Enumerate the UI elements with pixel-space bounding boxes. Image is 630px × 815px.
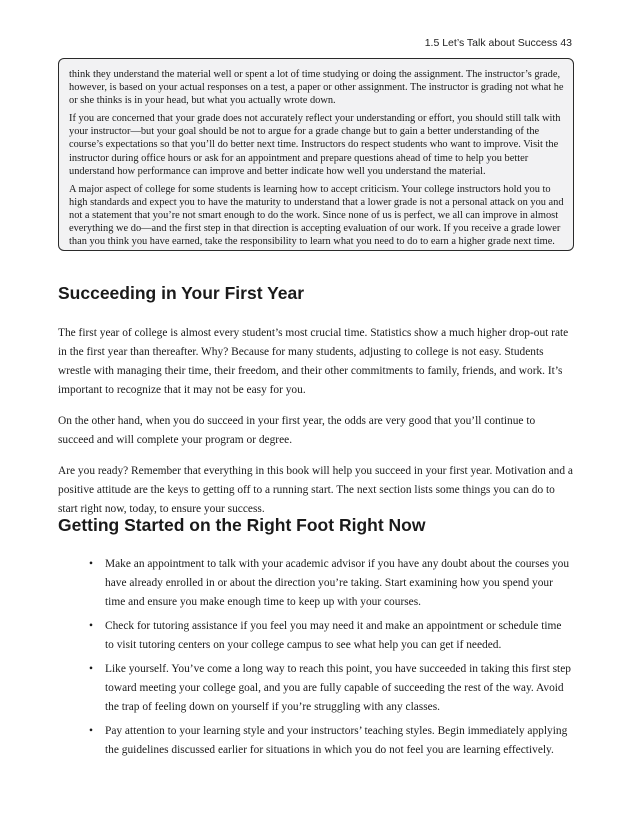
bullet-list	[89, 555, 571, 765]
body-paragraph: The first year of college is almost every student’s most crucial time. Statistics show a much higher drop-out rate in the first year than thereafter. Why? Because for many students, adjusting to college is not easy. Students wrestle with managing their time, their freedom, and their other commitments to family, friends, and work. It’s important to recognize that it may not be easy for you.	[58, 327, 569, 396]
callout-box	[58, 58, 574, 251]
callout-paragraph: A major aspect of college for some students is learning how to accept criticism. Your college instructors hold you to high standards and expect you to have the maturity to understand that a lower grade is not a personal attack on you and not a statement that you’re not smart enough to do the work. Since none of us is perfect, we all can improve in almost everything we do—and the first step in that direction is accepting evaluation of our work. If you receive a grade lower than you think you have earned, take the responsibility to learn what you need to do to earn a higher grade next time.	[69, 183, 564, 248]
list-item: • Pay attention to your learning style and your instructors’ teaching styles. Begin immediately applying the guidelines discussed earlier for situations in which you do not feel you are learning effectively.	[89, 722, 571, 760]
section-heading-getting-started: Getting Started on the Right Foot Right Now	[58, 515, 426, 535]
list-item: • Check for tutoring assistance if you feel you may need it and make an appointment or schedule time to visit tutoring centers on your college campus to see what help you can get if needed.	[89, 617, 571, 655]
callout-paragraph: think they understand the material well or spent a lot of time studying or doing the assignment. The instructor’s grade, however, is based on your actual responses on a test, a paper or other assignment. The instructor is grading not what he or she thinks is in your head, but what you actually wrote down.	[69, 69, 564, 107]
list-item: • Like yourself. You’ve come a long way to reach this point, you have succeeded in taking this first step toward meeting your college goal, and you are fully capable of succeeding the rest of the way. Avoid the trap of feeling down on yourself if you’re struggling with any classes.	[89, 660, 571, 717]
callout-paragraph: If you are concerned that your grade does not accurately reflect your understanding or effort, you should still talk with your instructor—but your goal should be not to argue for a grade change but to gain a better understanding of the course’s expectations so that you’ll do better next time. Instructors do respect students who want to improve. Visit the instructor during office hours or ask for an appointment and prepare questions ahead of time to help you better understand how performance can improve and better indicate how well you understand the material.	[69, 113, 561, 177]
section-heading-first-year: Succeeding in Your First Year	[58, 283, 305, 303]
body-paragraph: On the other hand, when you do succeed in your first year, the odds are very good that you’ll continue to succeed and will complete your program or degree.	[58, 415, 536, 446]
body-paragraph: Are you ready? Remember that everything in this book will help you succeed in your first year. Motivation and a positive attitude are the keys to getting off to a running start. The next section lists some things you can do to start right now, today, to ensure your success.	[58, 465, 573, 515]
section-body-first-year	[58, 324, 574, 531]
running-head: 1.5 Let’s Talk about Success 43	[424, 37, 572, 49]
list-item: • Make an appointment to talk with your academic advisor if you have any doubt about the courses you have already enrolled in or about the direction you’re taking. Start examining how you spend your time and ensure you make enough time to keep up with your courses.	[89, 555, 571, 612]
